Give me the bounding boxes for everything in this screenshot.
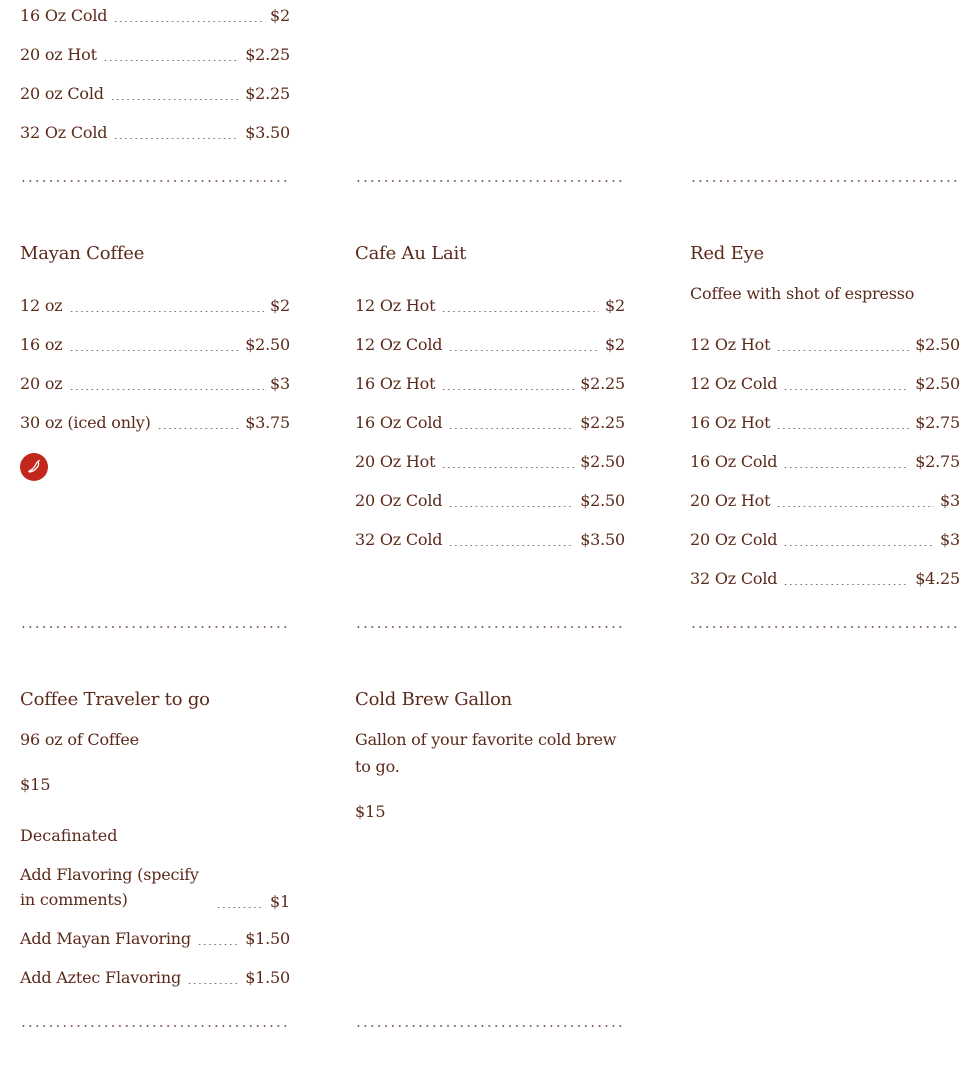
menu-item-label: 12 Oz Hot	[355, 296, 436, 315]
menu-item-price: $2.75	[915, 413, 960, 432]
menu-item-price: $2.50	[915, 374, 960, 393]
menu-item-label: 16 Oz Cold	[20, 6, 108, 25]
option-label: Add Flavoring (specify in comments)	[20, 865, 199, 909]
section-divider	[20, 626, 290, 628]
item-price: $15	[20, 775, 51, 794]
dot-leader	[783, 389, 909, 390]
menu-item-price: $3	[940, 491, 960, 510]
dot-leader	[783, 545, 934, 546]
dot-leader	[113, 138, 239, 139]
menu-item-label: 16 Oz Hot	[690, 413, 771, 432]
menu-item-price: $4.25	[915, 569, 960, 588]
menu-item-row[interactable]	[20, 84, 290, 104]
option-price: $1.50	[245, 929, 290, 948]
dot-leader	[69, 350, 240, 351]
menu-item-price: $2.25	[245, 45, 290, 64]
menu-item-row[interactable]	[355, 530, 625, 550]
item-description: Gallon of your favorite cold brew to go.	[355, 730, 617, 776]
menu-item-price: $2.50	[245, 335, 290, 354]
option-group-heading: Decafinated	[20, 826, 118, 845]
menu-item-label: 20 Oz Cold	[355, 491, 443, 510]
dot-leader	[69, 389, 265, 390]
section-divider	[690, 626, 960, 628]
section-divider	[355, 1025, 625, 1027]
menu-item-row[interactable]	[20, 296, 290, 316]
option-row[interactable]	[20, 862, 290, 912]
menu-item-price: $3.75	[245, 413, 290, 432]
menu-item-label: 16 oz	[20, 335, 63, 354]
dot-leader	[783, 584, 909, 585]
dot-leader	[216, 907, 264, 908]
option-row[interactable]	[20, 968, 290, 988]
dot-leader	[448, 506, 574, 507]
menu-item-label: 32 Oz Cold	[690, 569, 778, 588]
dot-leader	[441, 311, 599, 312]
menu-item-label: 12 oz	[20, 296, 63, 315]
menu-item-label: 20 Oz Hot	[690, 491, 771, 510]
menu-item-price: $2.50	[580, 452, 625, 471]
dot-leader	[776, 428, 909, 429]
menu-item-price: $2	[605, 335, 625, 354]
item-price: $15	[355, 802, 386, 821]
dot-leader	[783, 467, 909, 468]
menu-item-row[interactable]	[355, 374, 625, 394]
spicy-badge	[20, 453, 48, 481]
menu-item-price: $3	[940, 530, 960, 549]
menu-item-row[interactable]	[690, 413, 960, 433]
dot-leader	[441, 467, 574, 468]
menu-item-row[interactable]	[20, 335, 290, 355]
section-divider	[355, 180, 625, 182]
dot-leader	[113, 21, 264, 22]
dot-leader	[197, 944, 239, 945]
menu-item-label: 30 oz (iced only)	[20, 413, 151, 432]
menu-item-row[interactable]	[20, 6, 290, 26]
section-title-mayan-coffee: Mayan Coffee	[20, 243, 145, 264]
item-description: 96 oz of Coffee	[20, 730, 139, 749]
menu-item-row[interactable]	[355, 452, 625, 472]
menu-item-label: 20 Oz Hot	[355, 452, 436, 471]
menu-item-row[interactable]	[690, 491, 960, 511]
menu-item-price: $3.50	[245, 123, 290, 142]
dot-leader	[448, 350, 599, 351]
section-title-coffee-traveler: Coffee Traveler to go	[20, 689, 210, 710]
menu-column-2	[355, 0, 625, 1083]
section-divider	[20, 1025, 290, 1027]
menu-item-row[interactable]	[355, 413, 625, 433]
menu-item-price: $2.25	[580, 374, 625, 393]
menu-item-label: 12 Oz Hot	[690, 335, 771, 354]
menu-item-price: $2.25	[580, 413, 625, 432]
menu-item-label: 32 Oz Cold	[355, 530, 443, 549]
menu-item-price: $2	[605, 296, 625, 315]
menu-item-price: $3.50	[580, 530, 625, 549]
dot-leader	[441, 389, 574, 390]
menu-item-label: 20 oz Cold	[20, 84, 104, 103]
menu-item-row[interactable]	[20, 45, 290, 65]
dot-leader	[448, 545, 574, 546]
menu-item-row[interactable]	[690, 335, 960, 355]
chili-pepper-icon	[26, 459, 42, 475]
item-description: Coffee with shot of espresso	[690, 284, 915, 303]
menu-column-3	[690, 0, 960, 1083]
dot-leader	[187, 983, 239, 984]
menu-item-row[interactable]	[20, 123, 290, 143]
menu-item-row[interactable]	[355, 335, 625, 355]
menu-item-row[interactable]	[20, 413, 290, 433]
menu-item-row[interactable]	[690, 374, 960, 394]
dot-leader	[110, 99, 239, 100]
menu-item-label: 20 oz	[20, 374, 63, 393]
section-divider	[20, 180, 290, 182]
option-label: Add Aztec Flavoring	[20, 968, 181, 987]
menu-item-label: 16 Oz Cold	[690, 452, 778, 471]
section-title-cold-brew-gallon: Cold Brew Gallon	[355, 689, 513, 710]
menu-item-price: $2.50	[915, 335, 960, 354]
section-title-cafe-au-lait: Cafe Au Lait	[355, 243, 467, 264]
menu-item-row[interactable]	[690, 569, 960, 589]
menu-item-label: 20 oz Hot	[20, 45, 97, 64]
section-divider	[355, 626, 625, 628]
menu-item-row[interactable]	[355, 491, 625, 511]
option-label: Add Mayan Flavoring	[20, 929, 191, 948]
option-price: $1.50	[245, 968, 290, 987]
menu-item-price: $2	[270, 296, 290, 315]
section-title-red-eye: Red Eye	[690, 243, 765, 264]
dot-leader	[69, 311, 265, 312]
option-row[interactable]	[20, 929, 290, 949]
menu-item-price: $2.50	[580, 491, 625, 510]
menu-item-label: 20 Oz Cold	[690, 530, 778, 549]
menu-item-row[interactable]	[355, 296, 625, 316]
menu-item-price: $2	[270, 6, 290, 25]
menu-item-label: 12 Oz Cold	[355, 335, 443, 354]
dot-leader	[103, 60, 239, 61]
menu-item-row[interactable]	[690, 530, 960, 550]
dot-leader	[448, 428, 574, 429]
option-price: $1	[270, 892, 290, 911]
menu-column-1	[20, 0, 290, 1083]
dot-leader	[776, 506, 934, 507]
menu-item-price: $2.75	[915, 452, 960, 471]
menu-item-price: $3	[270, 374, 290, 393]
menu-item-row[interactable]	[20, 374, 290, 394]
section-divider	[690, 180, 960, 182]
menu-item-label: 12 Oz Cold	[690, 374, 778, 393]
menu-item-label: 32 Oz Cold	[20, 123, 108, 142]
menu-item-label: 16 Oz Hot	[355, 374, 436, 393]
menu-item-price: $2.25	[245, 84, 290, 103]
dot-leader	[776, 350, 909, 351]
menu-item-row[interactable]	[690, 452, 960, 472]
menu-item-label: 16 Oz Cold	[355, 413, 443, 432]
dot-leader	[157, 428, 240, 429]
